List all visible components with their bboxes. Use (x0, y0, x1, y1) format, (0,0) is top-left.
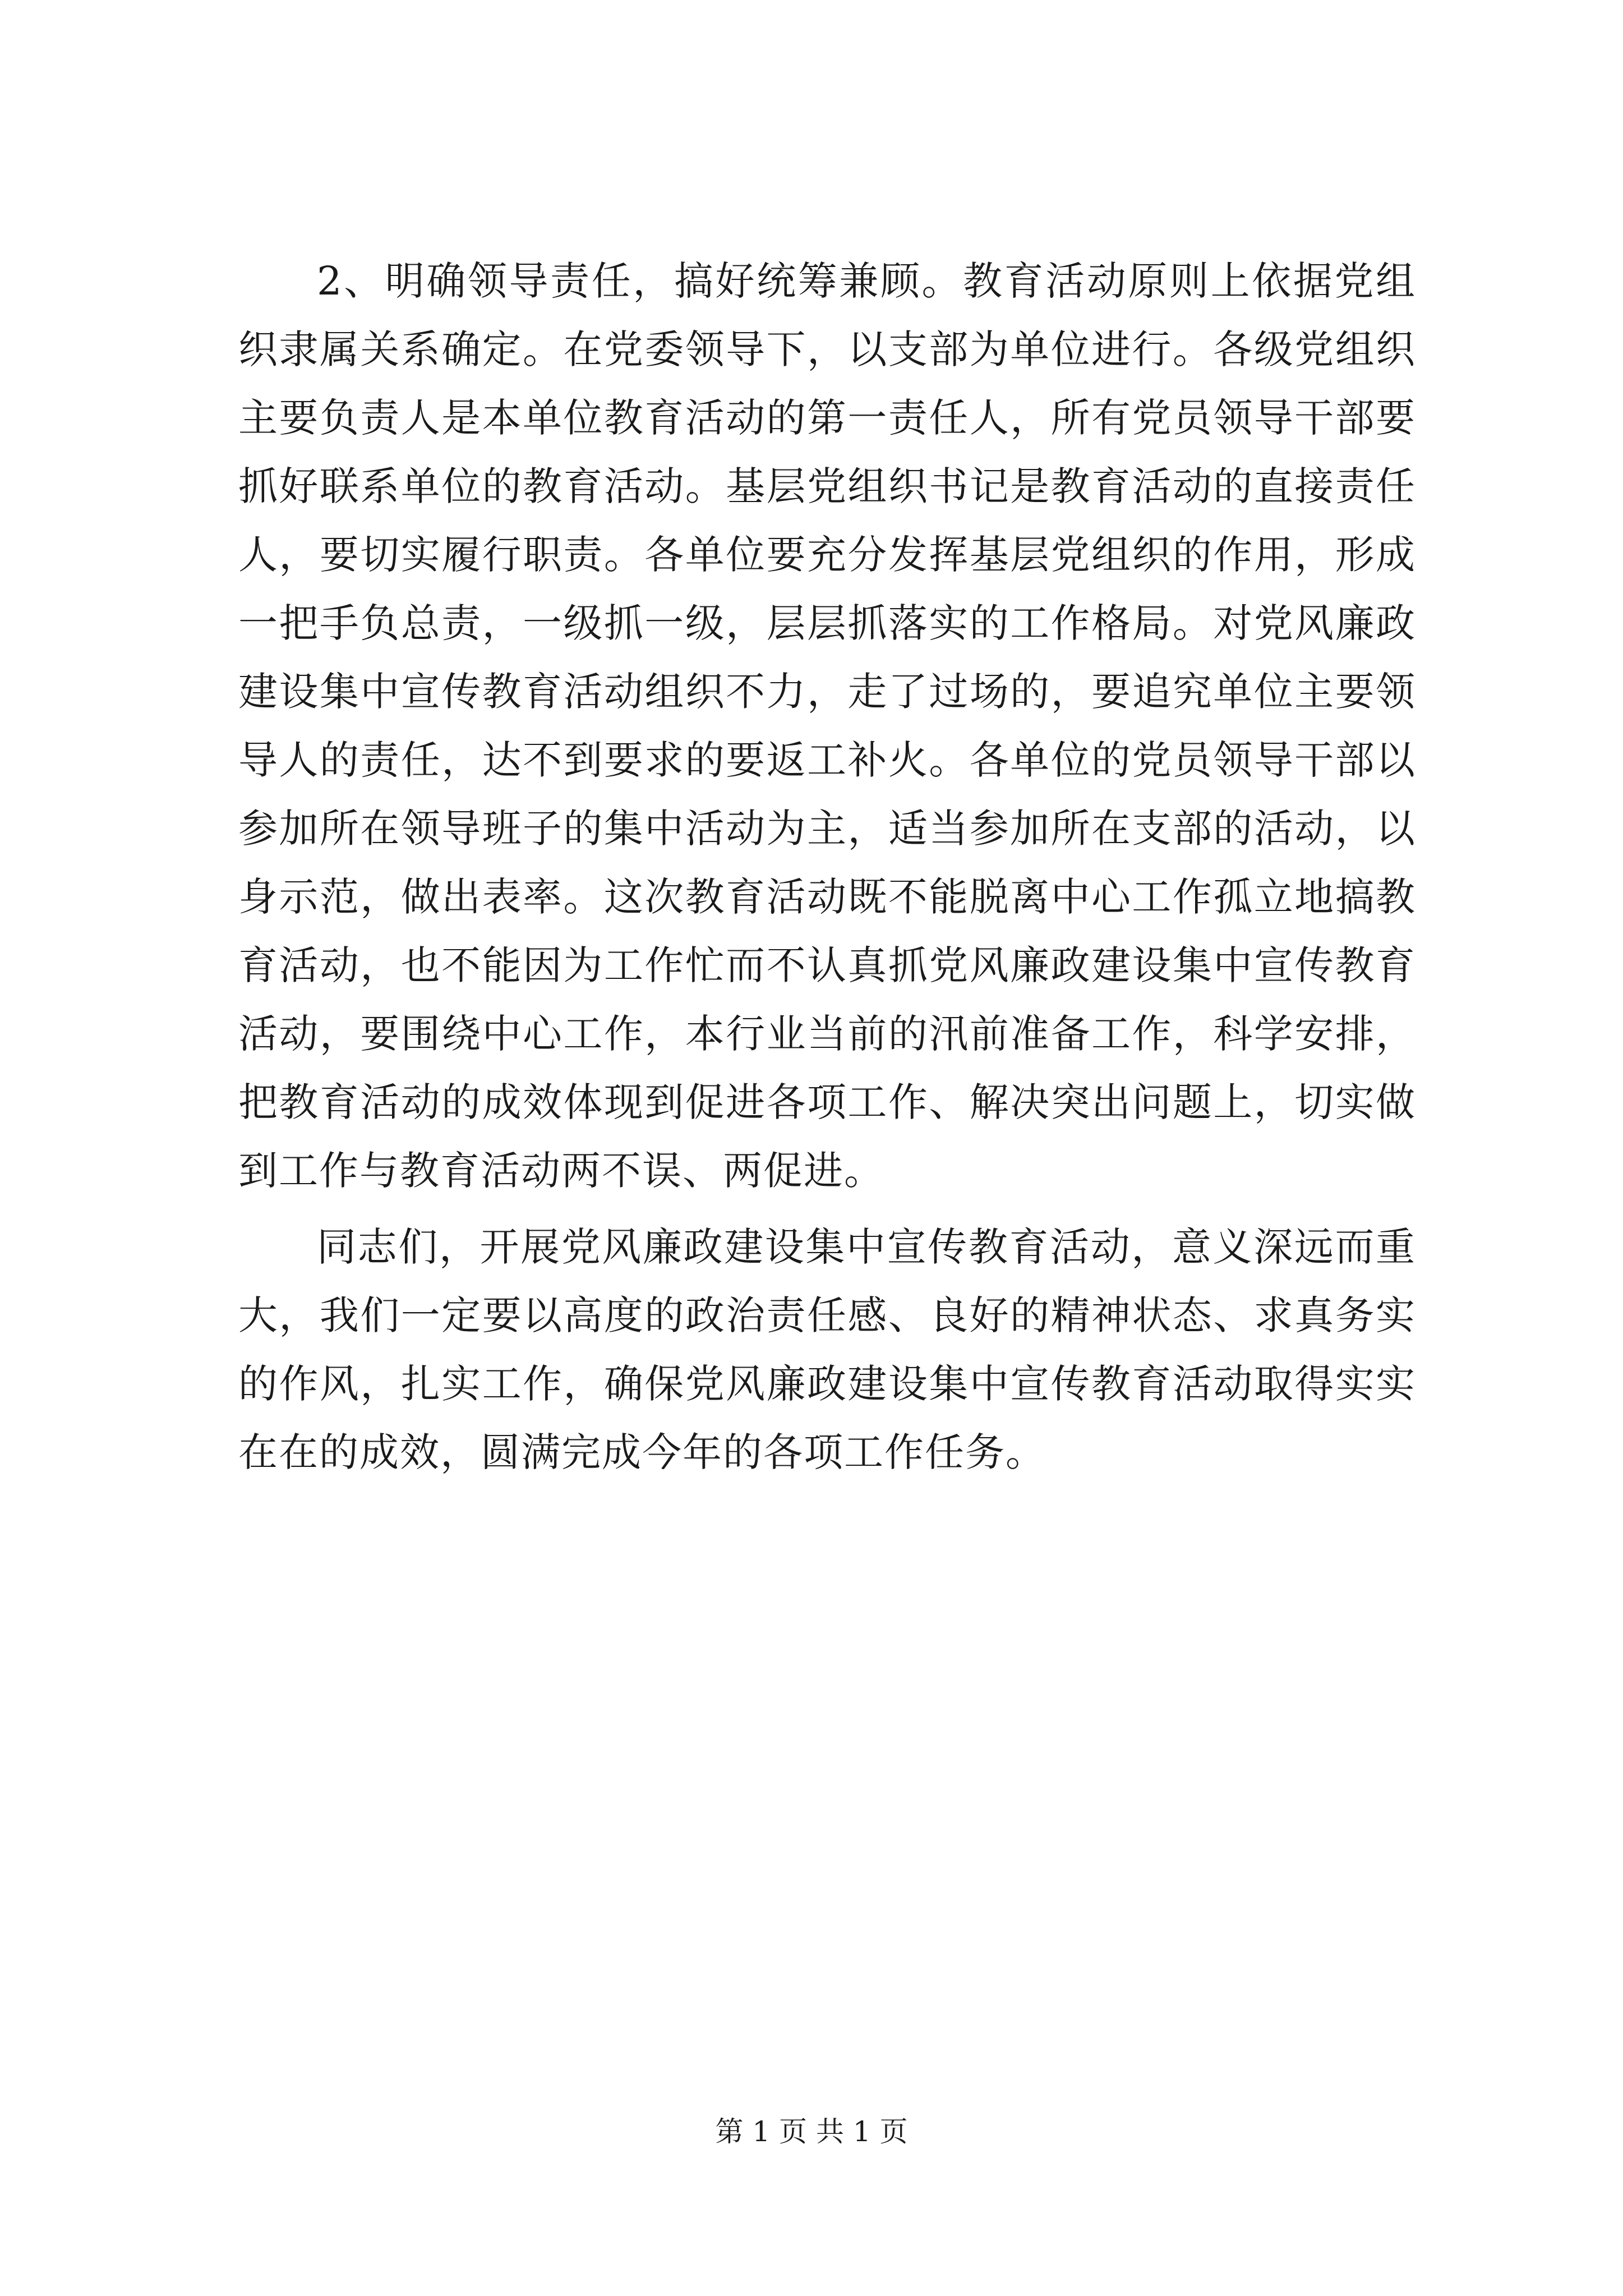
paragraph-closing-remarks: 同志们，开展党风廉政建设集中宣传教育活动，意义深远而重大，我们一定要以高度的政治责任感、良好的精神状态、求真务实的作风，扎实工作，确保党风廉政建设集中宣传教育活动取得实实在在的成效，圆满完成今年的各项工作任务。 (238, 1224, 1416, 1475)
page-footer: 第 1 页 共 1 页 (715, 2115, 908, 2148)
paragraph-leadership-responsibility: 2、明确领导责任，搞好统筹兼顾。教育活动原则上依据党组织隶属关系确定。在党委领导下，以支部为单位进行。各级党组织主要负责人是本单位教育活动的第一责任人，所有党员领导干部要抓好联系单位的教育活动。基层党组织书记是教育活动的直接责任人，要切实履行职责。各单位要充分发挥基层党组织的作用，形成一把手负总责，一级抓一级，层层抓落实的工作格局。对党风廉政建设集中宣传教育活动组织不力，走了过场的，要追究单位主要领导人的责任，达不到要求的要返工补火。各单位的党员领导干部以参加所在领导班子的集中活动为主，适当参加所在支部的活动，以身示范，做出表率。这次教育活动既不能脱离中心工作孤立地搞教育活动，也不能因为工作忙而不认真抓党风廉政建设集中宣传教育活动，要围绕中心工作，本行业当前的汛前准备工作，科学安排，把教育活动的成效体现到促进各项工作、解决突出问题上，切实做到工作与教育活动两不误、两促进。 (238, 258, 1416, 1194)
document-body (238, 247, 1416, 1487)
